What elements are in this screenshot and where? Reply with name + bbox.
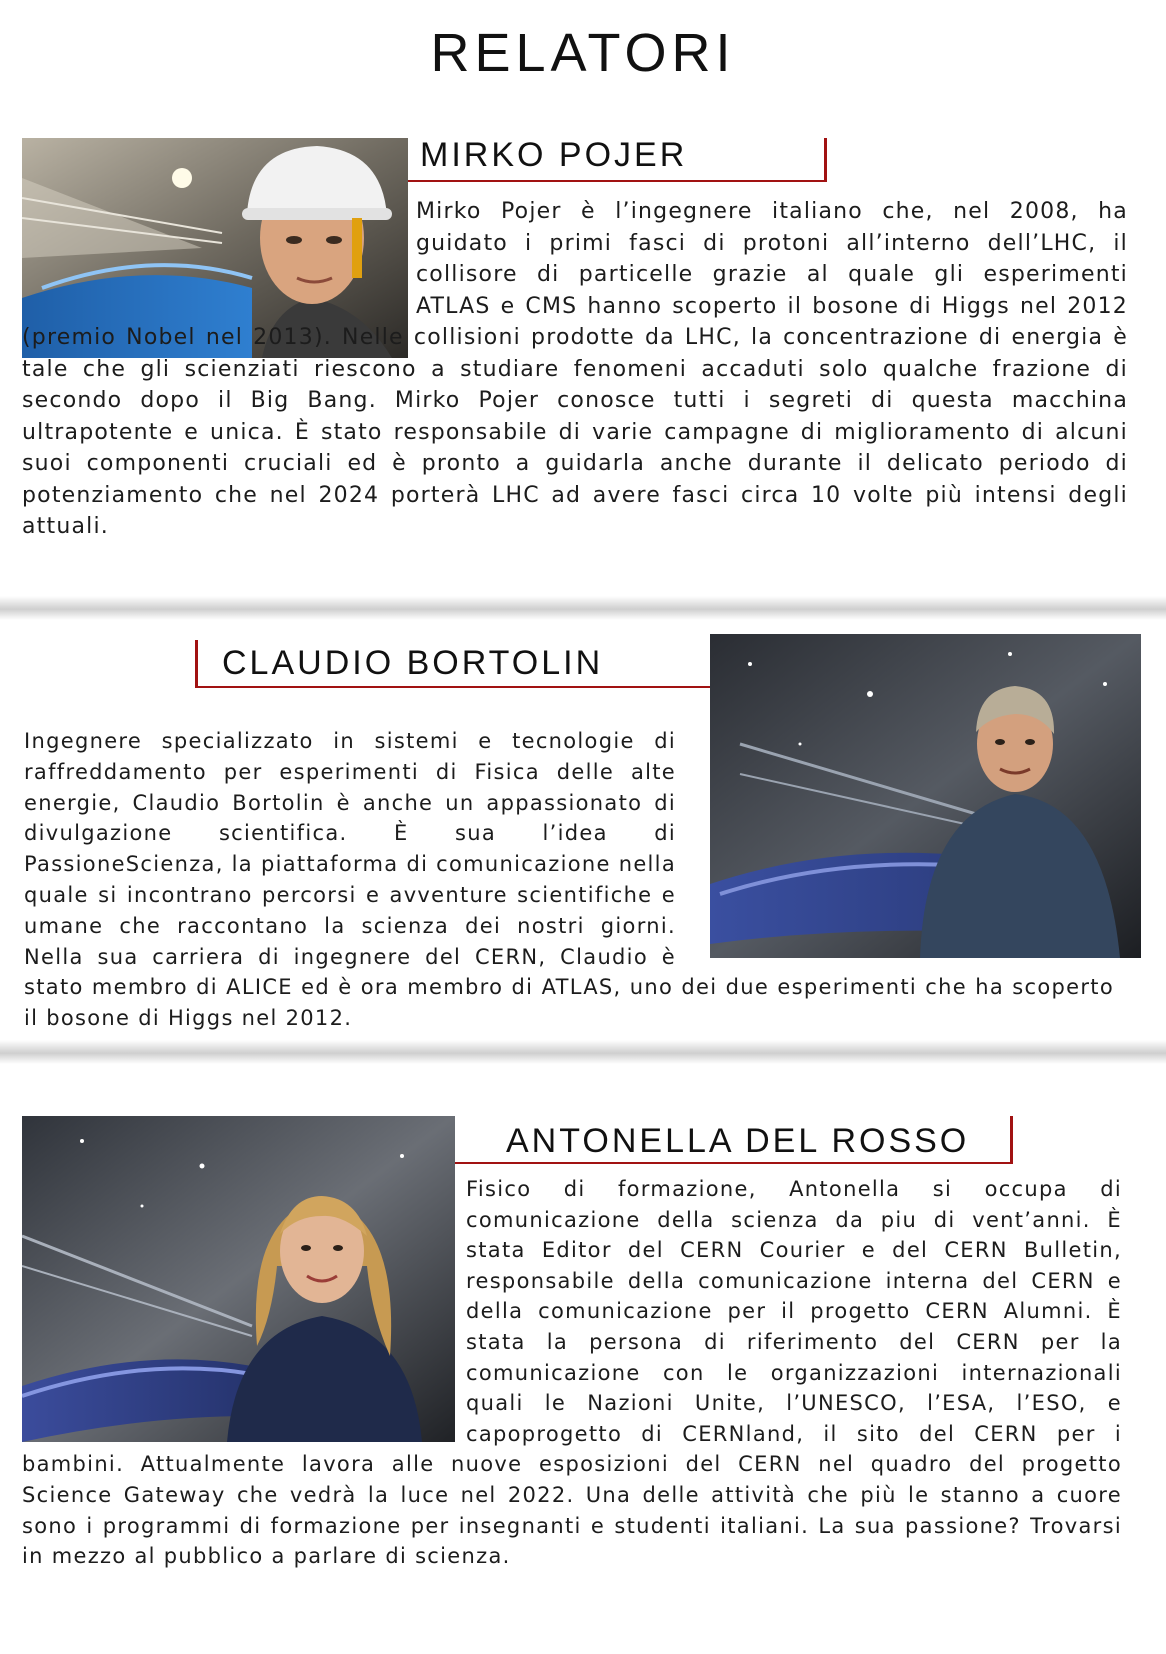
speaker-bio-bortolin [24,726,1114,1034]
speaker-bio-pojer [22,196,1128,543]
speaker-name-del-rosso: ANTONELLA DEL ROSSO [506,1122,970,1160]
section-divider [0,596,1166,620]
photo-wrap-spacer [22,136,416,302]
section-divider [0,1040,1166,1064]
speaker-bio-text: Fisico di formazione, Antonella si occupa di comunicazione della scienza da piu di vent’anni. È stata Editor del CERN Courier e del CERN Bulletin, responsabile della comunicazione interna del CERN e della comunicazione per il progetto CERN Alumni. È stata la persona di riferimento del CERN per la comunicazione con le organizzazioni internazionali quali le Nazioni Unite, l’UNESCO, l’ESA, l’ESO, e capoprogetto di CERNland, il sito del CERN per i bambini. Attualmente lavora alle nuove esposizioni del CERN nel quadro del progetto Science Gateway che vedrà la luce nel 2022. Una delle attività che più le stanno a cuore sono i programmi di formazione per insegnanti e studenti italiani. La sua passione? Trovarsi in mezzo al pubblico a parlare di scienza. [22,1177,1122,1569]
speaker-bio-text: Ingegnere specializzato in sistemi e tecnologie di raffreddamento per esperimenti di Fisica delle alte energie, Claudio Bortolin è anche un appassionato di divulgazione scientifica. È sua l’idea di PassioneScienza, la piattaforma di comunicazione nella quale si incontrano percorsi e avventure scientifiche e umane che raccontano la scienza dei nostri giorni. Nella sua carriera di ingegnere del CERN, Claudio è stato membro di ALICE ed è ora membro di ATLAS, uno dei due esperimenti che ha scoperto il bosone di Higgs nel 2012. [24,729,1114,1031]
speaker-name-pojer: MIRKO POJER [420,136,688,174]
speaker-bio-text: Mirko Pojer è l’ingegnere italiano che, nel 2008, ha guidato i primi fasci di protoni all’interno dell’LHC, il collisore di particelle grazie al quale gli esperimenti ATLAS e CMS hanno scoperto il bosone di Higgs nel 2012 (premio Nobel nel 2013). Nelle collisioni prodotte da LHC, la concentrazione di energia è tale che gli scienziati riescono a studiare fenomeni accaduti solo qualche frazione di secondo dopo il Big Bang. Mirko Pojer conosce tutti i segreti di questa macchina ultrapotente e unica. È stato responsabile di varie campagne di miglioramento di alcuni suoi componenti cruciali ed è pronto a guidarla anche durante il delicato periodo di potenziamento che nel 2024 porterà LHC ad avere fasci circa 10 volte più intensi degli attuali. [22,199,1128,539]
speaker-bio-del-rosso [22,1174,1122,1572]
photo-wrap-spacer [676,726,1114,954]
photo-wrap-spacer [22,1164,466,1436]
page-title: RELATORI [430,23,736,83]
speaker-name-bortolin: CLAUDIO BORTOLIN [222,644,604,682]
